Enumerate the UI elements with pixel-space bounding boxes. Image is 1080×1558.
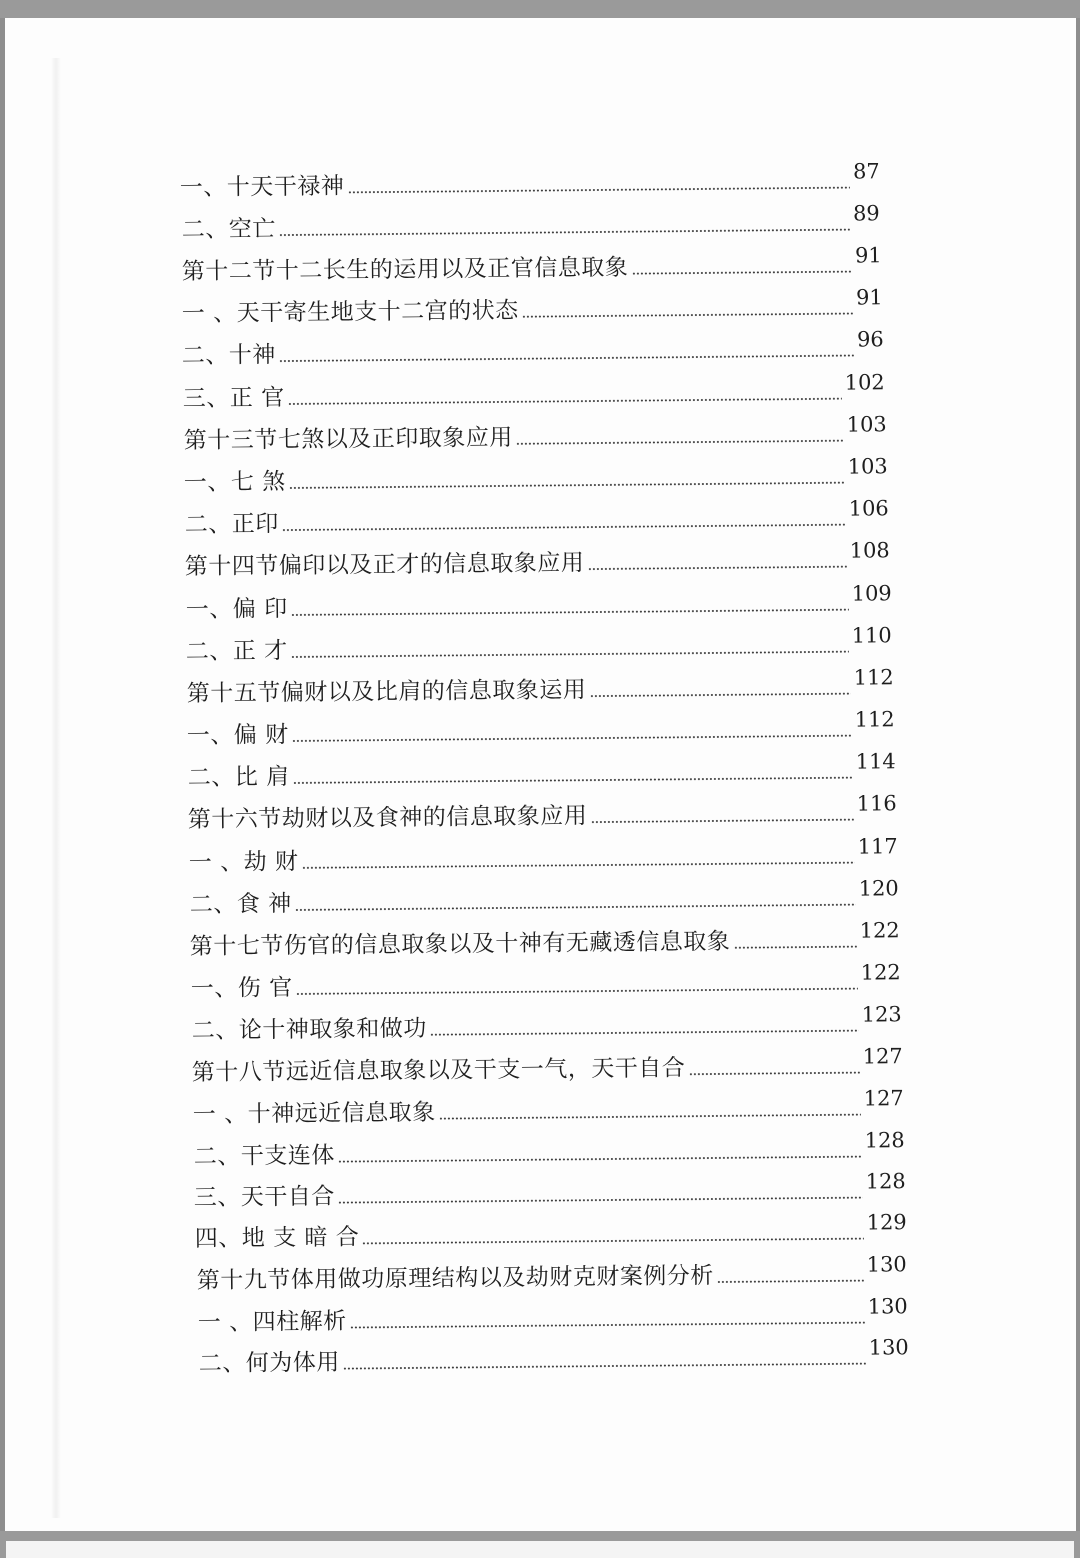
dot-leader [289, 482, 845, 489]
toc-entry-page: 128 [865, 1169, 906, 1194]
toc-entry-title: 第十四节偏印以及正才的信息取象应用 [184, 550, 585, 581]
dot-leader [343, 1363, 866, 1370]
toc-entry-title: 三、正 官 [182, 385, 285, 413]
toc-entry-title: 一 、十神远近信息取象 [192, 1099, 436, 1128]
toc-entry [192, 1046, 903, 1087]
toc-entry-page: 108 [849, 538, 890, 563]
toc-entry-page: 91 [855, 285, 883, 310]
toc-entry-page: 103 [846, 412, 887, 437]
toc-entry [198, 1296, 908, 1337]
dot-leader [347, 187, 850, 194]
dot-leader [293, 777, 853, 784]
toc-entry-title: 一、伤 官 [190, 975, 293, 1003]
toc-entry [184, 456, 888, 497]
toc-entry-title: 二、空亡 [181, 216, 276, 244]
toc-entry-title: 一、偏 印 [185, 596, 288, 624]
toc-entry-title: 二、正印 [184, 511, 279, 539]
toc-entry-title: 第十二节十二长生的运用以及正官信息取象 [181, 254, 629, 286]
dot-leader [338, 1197, 863, 1204]
toc-entry-page: 114 [855, 749, 896, 774]
dot-leader [295, 904, 856, 911]
dot-leader [362, 1238, 863, 1245]
toc-entry-page: 130 [868, 1335, 909, 1360]
toc-entry-page: 130 [867, 1294, 908, 1319]
dot-leader [288, 398, 842, 405]
toc-entry [194, 1171, 906, 1212]
dot-leader [516, 440, 844, 445]
dot-leader [302, 862, 855, 869]
toc-entry [194, 1130, 905, 1171]
toc-entry [199, 1337, 909, 1378]
toc-entry-title: 二、干支连体 [193, 1142, 335, 1170]
toc-entry-title: 二、十神 [181, 342, 276, 370]
toc-entry-title: 第十五节偏财以及比肩的信息取象运用 [186, 677, 587, 708]
toc-entry-page: 117 [857, 834, 898, 859]
toc-entry [188, 751, 896, 792]
dot-leader [589, 693, 850, 698]
toc-entry-page: 116 [856, 791, 897, 816]
dot-leader [688, 1072, 859, 1076]
toc-entry [190, 878, 899, 919]
dot-leader [282, 524, 846, 531]
dot-leader [291, 651, 849, 658]
dot-leader [631, 271, 852, 275]
toc-entry-title: 一、十天干禄神 [179, 173, 345, 202]
toc-entry [187, 709, 895, 750]
toc-entry-title: 第十八节远近信息取象以及干支一气，天干自合 [191, 1055, 686, 1086]
toc-entry [180, 161, 880, 202]
toc-entry-title: 二、论十神取象和做功 [191, 1015, 427, 1044]
toc-entry [192, 1004, 902, 1045]
toc-entry-page: 102 [844, 370, 885, 395]
toc-entry-page: 130 [866, 1252, 907, 1277]
dot-leader [587, 566, 846, 570]
toc-entry-title: 第十三节七煞以及正印取象应用 [183, 424, 513, 455]
toc-entry-title: 四、地 支 暗 合 [194, 1224, 360, 1252]
dot-leader [291, 609, 849, 616]
toc-entry [193, 1088, 904, 1129]
toc-entry [182, 245, 882, 286]
dot-leader [430, 1030, 859, 1036]
toc-entry [185, 498, 889, 539]
toc-entry-page: 128 [864, 1128, 905, 1153]
toc-entry [184, 414, 887, 455]
toc-entry-page: 122 [860, 960, 901, 985]
dot-leader [522, 313, 853, 318]
toc-entry-title: 二、比 肩 [187, 764, 290, 792]
toc-entry [182, 203, 880, 244]
toc-entry-title: 一 、四柱解析 [197, 1308, 347, 1336]
toc-entry [183, 372, 885, 413]
toc-entry [188, 793, 897, 834]
dot-leader [338, 1156, 862, 1163]
toc-entry-page: 91 [854, 243, 882, 268]
dot-leader [296, 988, 858, 995]
dot-leader [279, 355, 854, 363]
dot-leader [350, 1322, 865, 1329]
toc-entry-page: 123 [861, 1002, 902, 1027]
dot-leader [590, 819, 853, 824]
toc-entry-page: 129 [866, 1210, 907, 1235]
toc-entry-title: 一、偏 财 [186, 722, 289, 750]
toc-entry-page: 106 [848, 496, 889, 521]
toc-entry-title: 第十六节劫财以及食神的信息取象应用 [187, 803, 588, 834]
toc-entry [185, 540, 890, 581]
toc-entry-page: 127 [863, 1086, 904, 1111]
toc-entry [195, 1212, 907, 1253]
toc-entry [186, 583, 892, 624]
toc-entry-title: 二、何为体用 [198, 1349, 340, 1377]
toc-entry [186, 625, 892, 666]
toc-entry-page: 112 [853, 665, 894, 690]
toc-entry-page: 109 [851, 581, 892, 606]
toc-entry-page: 122 [859, 918, 900, 943]
toc-entry-title: 三、天干自合 [193, 1183, 335, 1211]
toc-entry-page: 127 [862, 1044, 903, 1069]
toc-entry-page: 110 [851, 623, 892, 648]
toc-entry-title: 二、正 才 [185, 638, 288, 666]
dot-leader [733, 946, 856, 949]
toc-entry-title: 一 、天干寄生地支十二宫的状态 [181, 297, 519, 328]
toc-entry-title: 第十七节伤官的信息取象以及十神有无藏透信息取象 [189, 928, 731, 961]
toc-entry-page: 112 [854, 707, 895, 732]
toc-entry-page: 120 [858, 876, 899, 901]
toc-entry-page: 96 [856, 327, 884, 352]
toc-entry [182, 287, 883, 328]
dot-leader [279, 229, 850, 236]
dot-leader [717, 1280, 864, 1283]
toc-entry [197, 1254, 907, 1295]
toc-entry [182, 329, 884, 370]
toc-entry-title: 一 、劫 财 [188, 848, 299, 877]
dot-leader [439, 1114, 861, 1120]
toc-entry-page: 89 [852, 201, 880, 226]
toc-entry-title: 二、食 神 [189, 891, 292, 919]
toc-entry [187, 667, 894, 708]
toc-entry-title: 第十九节体用做功原理结构以及劫财克财案例分析 [196, 1263, 714, 1294]
dot-leader [292, 735, 852, 742]
toc-entry-title: 一、七 煞 [183, 469, 286, 497]
toc-entry-page: 103 [847, 454, 888, 479]
toc-entry [189, 836, 898, 877]
toc-entry [190, 920, 900, 961]
toc-entry-page: 87 [852, 159, 880, 184]
toc-entry [191, 962, 901, 1003]
